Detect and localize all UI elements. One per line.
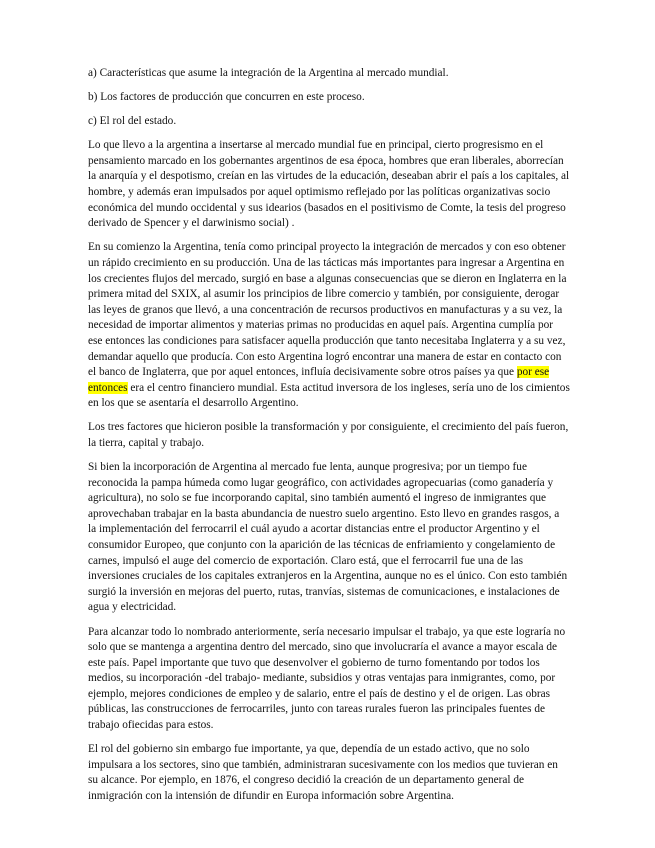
paragraph-factors: Los tres factores que hicieron posible la transformación y por consiguiente, el crecimiento del país fueron, la tierra, capital y trabajo. [88, 421, 569, 449]
paragraph-government-role: El rol del gobierno sin embargo fue importante, ya que, dependía de un estado activo, que no solo impulsara a los sectores, sino que también, administraran sucesivamente con los medios que tuvieran en su alcance. Por ejemplo, en 1876, el congreso decidió la creación de un departamento general de inmigración con la intensión de difundir en Europa información sobre Argentina. [88, 743, 558, 802]
paragraph-integration [88, 240, 570, 412]
paragraph-labor: Para alcanzar todo lo nombrado anteriormente, sería necesario impulsar el trabajo, ya que este lograría no solo que se mantenga a argentina dentro del mercado, sino que involucraría el avance a mayor escala de este país. Papel importante que tuvo que desenvolver el gobierno de turno fomentando por todos los medios, su incorporación -del trabajo- mediante, subsidios y otras ventajas para inmigrantes, como, por ejemplo, mejores condiciones de empleo y de salario, entre el país de destino y el de origen. Las obras públicas, las construcciones de ferrocarriles, junto con tareas rurales fueron las principales fuentes de trabajo ofiecidas para estos. [88, 625, 566, 732]
question-item-c: c) El rol del estado. [88, 115, 177, 128]
question-item-a: a) Características que asume la integración de la Argentina al mercado mundial. [88, 67, 449, 79]
paragraph-text: era el centro financiero mundial. Esta actitud inversora de los ingleses, sería uno de los cimientos en los que se asentaría el desarrollo Argentino. [88, 381, 570, 410]
paragraph-text: En su comienzo la Argentina, tenía como principal proyecto la integración de mercados y con eso obtener un rápido crecimiento en su producción. Una de las tácticas más importantes para ingresar a Argentina en los crecientes flujos del mercado, surgió en base a algunas consecuencias que se dieron en Inglaterra en la primera mitad del SXIX, al asumir los principios de libre comercio y también, por consiguiente, derogar las leyes de granos que llevó, a una concentración de recursos productivos en manufacturas y a su vez, la necesidad de importar alimentos y materias primas no producidas en aquel país. Argentina cumplía por ese entonces las condiciones para satisfacer aquella producción que tanto necesitaba Inglaterra y a su vez, demandar aquello que producía. Con esto Argentina logró encontrar una manera de estar en contacto con el banco de Inglaterra, que por aquel entonces, influía decisivamente sobre otros países ya que [88, 241, 567, 379]
paragraph-insertion: Lo que llevo a la argentina a insertarse al mercado mundial fue en principal, cierto progresismo en el pensamiento marcado en los gobernantes argentinos de esa época, hombres que eran liberales, aborrecían la anarquía y el despotismo, creían en las virtudes de la educación, deseaban abrir el país a los capitales, al hombre, y además eran impulsados por aquel optimismo reflejado por las políticas organizativas socio económica del mundo occidental y sus idearios (basados en el positivismo de Comte, la tesis del progreso derivado de Spencer y el darwinismo social) . [88, 139, 570, 230]
document-body [88, 66, 570, 813]
highlighted-text: por ese entonces [88, 366, 550, 394]
question-item-b: b) Los factores de producción que concurren en este proceso. [88, 91, 365, 104]
paragraph-incorporation: Si bien la incorporación de Argentina al mercado fue lenta, aunque progresiva; por un tiempo fue reconocida la pampa húmeda como lugar geográfico, con actividades agropecuarias (como ganadería y agricultura), no solo se fue incorporando capital, sino también aumentó el ingreso de inmigrantes que aprovechaban trabajar en la basta abundancia de nuestro suelo argentino. Esto llevo en grandes rasgos, a la implementación del ferrocarril el cuál ayudo a acortar distancias entre el productor Argentino y el consumidor Europeo, que conjunto con la aparición de las técnicas de enfriamiento y congelamiento de carnes, impulsó el auge del comercio de exportación. Claro está, que el ferrocarril fue una de las inversiones cruciales de los capitales extranjeros en la Argentina, aunque no es el único. Con esto también surgió la inversión en mejoras del puerto, rutas, tranvías, sistemas de comunicaciones, e instalaciones de agua y electricidad. [88, 461, 568, 614]
